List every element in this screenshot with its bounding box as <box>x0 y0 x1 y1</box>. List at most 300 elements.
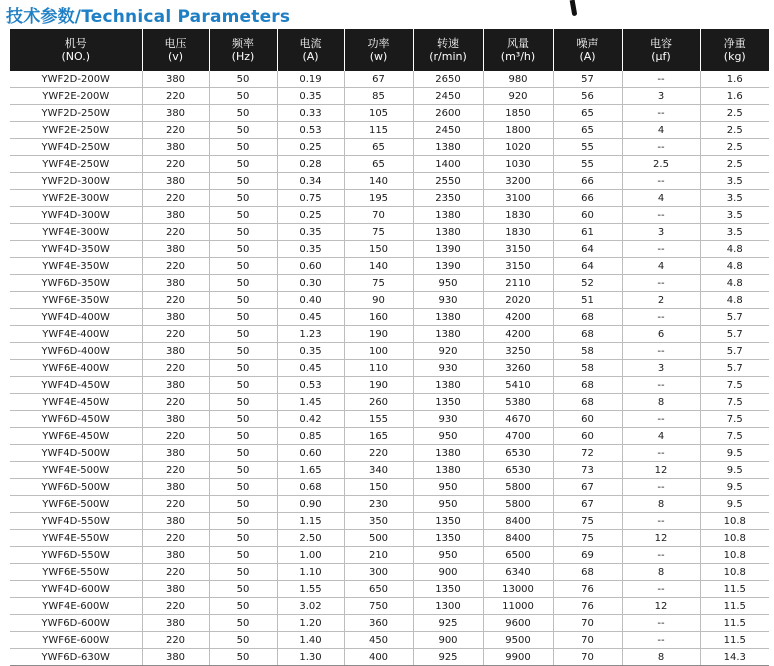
cell-frequency: 50 <box>209 258 277 275</box>
cell-airflow: 3150 <box>483 258 553 275</box>
cell-current: 0.53 <box>277 377 344 394</box>
cell-speed: 1380 <box>413 224 483 241</box>
cell-model: YWF6E-400W <box>10 360 142 377</box>
cell-weight: 11.5 <box>700 581 769 598</box>
table-row <box>10 411 769 428</box>
cell-frequency: 50 <box>209 649 277 666</box>
cell-speed: 1350 <box>413 513 483 530</box>
cell-frequency: 50 <box>209 139 277 156</box>
cell-noise: 64 <box>553 241 622 258</box>
cell-capacitor: -- <box>622 615 700 632</box>
cell-airflow: 6340 <box>483 564 553 581</box>
cell-speed: 1300 <box>413 598 483 615</box>
cell-noise: 68 <box>553 326 622 343</box>
cell-noise: 58 <box>553 343 622 360</box>
cell-noise: 76 <box>553 581 622 598</box>
cell-current: 0.25 <box>277 207 344 224</box>
cell-frequency: 50 <box>209 598 277 615</box>
cell-current: 0.60 <box>277 445 344 462</box>
cell-power: 90 <box>344 292 413 309</box>
cell-airflow: 8400 <box>483 513 553 530</box>
cell-weight: 10.8 <box>700 530 769 547</box>
table-row <box>10 326 769 343</box>
cell-noise: 64 <box>553 258 622 275</box>
cell-frequency: 50 <box>209 173 277 190</box>
cell-speed: 950 <box>413 428 483 445</box>
cell-frequency: 50 <box>209 479 277 496</box>
cell-speed: 1400 <box>413 156 483 173</box>
cell-airflow: 5800 <box>483 496 553 513</box>
cell-voltage: 220 <box>142 394 209 411</box>
column-header-label: 功率 <box>367 37 390 50</box>
cell-voltage: 380 <box>142 343 209 360</box>
cell-weight: 10.8 <box>700 547 769 564</box>
column-header-noise <box>553 29 622 71</box>
cell-voltage: 220 <box>142 292 209 309</box>
cell-model: YWF6E-350W <box>10 292 142 309</box>
cell-speed: 1380 <box>413 462 483 479</box>
cell-current: 0.45 <box>277 309 344 326</box>
cell-current: 1.15 <box>277 513 344 530</box>
cell-speed: 2550 <box>413 173 483 190</box>
cell-capacitor: -- <box>622 173 700 190</box>
column-header-label: 电容 <box>650 37 672 50</box>
cell-model: YWF4D-400W <box>10 309 142 326</box>
cell-model: YWF2E-250W <box>10 122 142 139</box>
cell-speed: 950 <box>413 547 483 564</box>
column-header-label: 净重 <box>723 37 746 50</box>
cell-airflow: 4200 <box>483 309 553 326</box>
cell-airflow: 3260 <box>483 360 553 377</box>
cell-noise: 67 <box>553 496 622 513</box>
cell-noise: 57 <box>553 71 622 88</box>
cell-capacitor: -- <box>622 139 700 156</box>
cell-model: YWF2E-300W <box>10 190 142 207</box>
cell-frequency: 50 <box>209 105 277 122</box>
cell-model: YWF4D-300W <box>10 207 142 224</box>
cell-capacitor: -- <box>622 547 700 564</box>
cell-voltage: 380 <box>142 649 209 666</box>
cell-voltage: 380 <box>142 513 209 530</box>
table-row <box>10 377 769 394</box>
cell-frequency: 50 <box>209 292 277 309</box>
cell-frequency: 50 <box>209 496 277 513</box>
cell-model: YWF2D-250W <box>10 105 142 122</box>
cell-model: YWF4E-350W <box>10 258 142 275</box>
column-header-frequency <box>209 29 277 71</box>
cell-current: 1.30 <box>277 649 344 666</box>
cell-capacitor: 12 <box>622 462 700 479</box>
cell-airflow: 6530 <box>483 445 553 462</box>
cell-current: 0.60 <box>277 258 344 275</box>
cell-speed: 1350 <box>413 581 483 598</box>
cell-noise: 68 <box>553 309 622 326</box>
cell-model: YWF4E-300W <box>10 224 142 241</box>
cell-current: 0.45 <box>277 360 344 377</box>
cell-speed: 930 <box>413 360 483 377</box>
cell-capacitor: 2.5 <box>622 156 700 173</box>
cell-noise: 68 <box>553 564 622 581</box>
cell-airflow: 1030 <box>483 156 553 173</box>
table-row <box>10 224 769 241</box>
cell-frequency: 50 <box>209 326 277 343</box>
cell-airflow: 1850 <box>483 105 553 122</box>
cell-model: YWF4D-600W <box>10 581 142 598</box>
cell-frequency: 50 <box>209 411 277 428</box>
cell-speed: 1350 <box>413 394 483 411</box>
cell-airflow: 5380 <box>483 394 553 411</box>
cell-model: YWF4D-550W <box>10 513 142 530</box>
cell-current: 2.50 <box>277 530 344 547</box>
cell-voltage: 220 <box>142 360 209 377</box>
table-row <box>10 479 769 496</box>
cell-current: 0.85 <box>277 428 344 445</box>
cell-airflow: 11000 <box>483 598 553 615</box>
cell-noise: 68 <box>553 394 622 411</box>
cell-capacitor: 8 <box>622 649 700 666</box>
cell-weight: 10.8 <box>700 564 769 581</box>
cell-power: 360 <box>344 615 413 632</box>
cell-power: 85 <box>344 88 413 105</box>
cell-power: 340 <box>344 462 413 479</box>
cell-speed: 950 <box>413 496 483 513</box>
table-row <box>10 292 769 309</box>
cell-model: YWF6E-500W <box>10 496 142 513</box>
cell-power: 500 <box>344 530 413 547</box>
cell-voltage: 380 <box>142 547 209 564</box>
cell-weight: 2.5 <box>700 122 769 139</box>
cell-model: YWF6D-600W <box>10 615 142 632</box>
column-header-label: 电流 <box>299 37 322 50</box>
cell-capacitor: -- <box>622 445 700 462</box>
column-header-unit: (w) <box>369 50 388 63</box>
cell-capacitor: 6 <box>622 326 700 343</box>
cell-voltage: 220 <box>142 462 209 479</box>
cell-frequency: 50 <box>209 343 277 360</box>
cell-frequency: 50 <box>209 360 277 377</box>
cell-voltage: 220 <box>142 530 209 547</box>
cell-current: 0.28 <box>277 156 344 173</box>
cell-frequency: 50 <box>209 377 277 394</box>
column-header-unit: (m³/h) <box>500 50 536 63</box>
cell-current: 1.65 <box>277 462 344 479</box>
cell-capacitor: 8 <box>622 394 700 411</box>
cell-frequency: 50 <box>209 530 277 547</box>
cell-frequency: 50 <box>209 547 277 564</box>
cell-airflow: 3200 <box>483 173 553 190</box>
cell-capacitor: 3 <box>622 88 700 105</box>
cell-frequency: 50 <box>209 122 277 139</box>
cell-weight: 9.5 <box>700 479 769 496</box>
cell-speed: 1380 <box>413 377 483 394</box>
cell-weight: 9.5 <box>700 445 769 462</box>
table-row <box>10 445 769 462</box>
cell-power: 650 <box>344 581 413 598</box>
cell-voltage: 220 <box>142 496 209 513</box>
cell-current: 3.02 <box>277 598 344 615</box>
cell-noise: 60 <box>553 411 622 428</box>
cell-noise: 58 <box>553 360 622 377</box>
cell-capacitor: -- <box>622 71 700 88</box>
cell-capacitor: -- <box>622 479 700 496</box>
cell-current: 0.68 <box>277 479 344 496</box>
cell-voltage: 380 <box>142 411 209 428</box>
cell-current: 1.20 <box>277 615 344 632</box>
cell-power: 140 <box>344 173 413 190</box>
cell-noise: 75 <box>553 530 622 547</box>
table-row <box>10 360 769 377</box>
cell-airflow: 1830 <box>483 224 553 241</box>
corner-mark <box>570 0 578 16</box>
cell-airflow: 1800 <box>483 122 553 139</box>
column-header-voltage <box>142 29 209 71</box>
cell-speed: 2600 <box>413 105 483 122</box>
cell-model: YWF6D-550W <box>10 547 142 564</box>
column-header-speed <box>413 29 483 71</box>
cell-capacitor: -- <box>622 309 700 326</box>
cell-weight: 1.6 <box>700 71 769 88</box>
cell-noise: 60 <box>553 207 622 224</box>
cell-weight: 7.5 <box>700 394 769 411</box>
cell-frequency: 50 <box>209 207 277 224</box>
cell-speed: 1380 <box>413 445 483 462</box>
cell-speed: 1380 <box>413 309 483 326</box>
cell-speed: 1350 <box>413 530 483 547</box>
cell-capacitor: 12 <box>622 598 700 615</box>
cell-noise: 65 <box>553 105 622 122</box>
column-header-unit: (μf) <box>651 50 671 63</box>
cell-airflow: 980 <box>483 71 553 88</box>
column-header-unit: (kg) <box>723 50 746 63</box>
cell-weight: 2.5 <box>700 139 769 156</box>
cell-model: YWF6E-450W <box>10 428 142 445</box>
cell-power: 110 <box>344 360 413 377</box>
cell-model: YWF2D-200W <box>10 71 142 88</box>
cell-frequency: 50 <box>209 581 277 598</box>
table-row <box>10 241 769 258</box>
cell-noise: 73 <box>553 462 622 479</box>
cell-current: 0.35 <box>277 224 344 241</box>
column-header-model <box>10 29 142 71</box>
cell-voltage: 380 <box>142 581 209 598</box>
cell-speed: 1390 <box>413 241 483 258</box>
cell-power: 155 <box>344 411 413 428</box>
cell-current: 1.23 <box>277 326 344 343</box>
cell-speed: 2450 <box>413 122 483 139</box>
cell-power: 220 <box>344 445 413 462</box>
table-row <box>10 564 769 581</box>
column-header-weight <box>700 29 769 71</box>
cell-power: 350 <box>344 513 413 530</box>
table-row <box>10 173 769 190</box>
cell-voltage: 220 <box>142 88 209 105</box>
cell-weight: 7.5 <box>700 411 769 428</box>
cell-frequency: 50 <box>209 394 277 411</box>
cell-voltage: 220 <box>142 632 209 649</box>
cell-voltage: 220 <box>142 224 209 241</box>
cell-speed: 1390 <box>413 258 483 275</box>
cell-model: YWF4D-350W <box>10 241 142 258</box>
cell-airflow: 1020 <box>483 139 553 156</box>
cell-weight: 3.5 <box>700 173 769 190</box>
cell-speed: 2350 <box>413 190 483 207</box>
cell-current: 0.33 <box>277 105 344 122</box>
cell-voltage: 380 <box>142 207 209 224</box>
cell-voltage: 380 <box>142 445 209 462</box>
cell-weight: 4.8 <box>700 241 769 258</box>
column-header-unit: (NO.) <box>61 50 91 63</box>
cell-weight: 5.7 <box>700 326 769 343</box>
cell-capacitor: -- <box>622 343 700 360</box>
cell-airflow: 9900 <box>483 649 553 666</box>
cell-power: 750 <box>344 598 413 615</box>
cell-capacitor: 8 <box>622 564 700 581</box>
cell-airflow: 3250 <box>483 343 553 360</box>
cell-airflow: 2020 <box>483 292 553 309</box>
cell-capacitor: 2 <box>622 292 700 309</box>
cell-noise: 61 <box>553 224 622 241</box>
column-header-unit: (A) <box>302 50 319 63</box>
cell-speed: 925 <box>413 649 483 666</box>
cell-power: 195 <box>344 190 413 207</box>
column-header-power <box>344 29 413 71</box>
cell-power: 260 <box>344 394 413 411</box>
cell-speed: 925 <box>413 615 483 632</box>
cell-frequency: 50 <box>209 428 277 445</box>
cell-capacitor: -- <box>622 241 700 258</box>
table-row <box>10 496 769 513</box>
table-row <box>10 190 769 207</box>
cell-airflow: 4700 <box>483 428 553 445</box>
cell-speed: 1380 <box>413 326 483 343</box>
cell-power: 140 <box>344 258 413 275</box>
cell-voltage: 220 <box>142 258 209 275</box>
cell-speed: 900 <box>413 632 483 649</box>
cell-noise: 76 <box>553 598 622 615</box>
cell-power: 300 <box>344 564 413 581</box>
cell-power: 65 <box>344 156 413 173</box>
cell-frequency: 50 <box>209 615 277 632</box>
cell-current: 1.45 <box>277 394 344 411</box>
cell-current: 0.42 <box>277 411 344 428</box>
cell-noise: 56 <box>553 88 622 105</box>
cell-model: YWF2D-300W <box>10 173 142 190</box>
table-row <box>10 258 769 275</box>
column-header-unit: (v) <box>167 50 184 63</box>
table-row <box>10 649 769 666</box>
column-header-label: 电压 <box>164 37 187 50</box>
cell-frequency: 50 <box>209 88 277 105</box>
cell-airflow: 2110 <box>483 275 553 292</box>
cell-model: YWF4E-600W <box>10 598 142 615</box>
cell-airflow: 920 <box>483 88 553 105</box>
cell-frequency: 50 <box>209 513 277 530</box>
cell-weight: 4.8 <box>700 292 769 309</box>
cell-weight: 3.5 <box>700 190 769 207</box>
cell-capacitor: 4 <box>622 190 700 207</box>
cell-weight: 3.5 <box>700 224 769 241</box>
cell-power: 190 <box>344 326 413 343</box>
cell-frequency: 50 <box>209 156 277 173</box>
cell-current: 0.34 <box>277 173 344 190</box>
cell-noise: 70 <box>553 615 622 632</box>
cell-weight: 7.5 <box>700 428 769 445</box>
table-row <box>10 275 769 292</box>
cell-voltage: 380 <box>142 479 209 496</box>
cell-voltage: 220 <box>142 564 209 581</box>
table-row <box>10 598 769 615</box>
cell-airflow: 9600 <box>483 615 553 632</box>
cell-voltage: 220 <box>142 122 209 139</box>
cell-model: YWF2E-200W <box>10 88 142 105</box>
cell-speed: 930 <box>413 292 483 309</box>
cell-weight: 2.5 <box>700 105 769 122</box>
cell-voltage: 380 <box>142 241 209 258</box>
cell-capacitor: -- <box>622 377 700 394</box>
table-row <box>10 71 769 88</box>
cell-frequency: 50 <box>209 309 277 326</box>
cell-airflow: 5410 <box>483 377 553 394</box>
cell-capacitor: 3 <box>622 360 700 377</box>
cell-current: 1.00 <box>277 547 344 564</box>
column-header-unit: (A) <box>579 50 596 63</box>
cell-airflow: 9500 <box>483 632 553 649</box>
cell-weight: 11.5 <box>700 615 769 632</box>
cell-noise: 75 <box>553 513 622 530</box>
cell-capacitor: 4 <box>622 258 700 275</box>
cell-airflow: 4200 <box>483 326 553 343</box>
table-row <box>10 581 769 598</box>
cell-frequency: 50 <box>209 632 277 649</box>
cell-capacitor: -- <box>622 513 700 530</box>
cell-model: YWF6E-600W <box>10 632 142 649</box>
cell-capacitor: -- <box>622 275 700 292</box>
cell-power: 115 <box>344 122 413 139</box>
cell-noise: 51 <box>553 292 622 309</box>
cell-power: 210 <box>344 547 413 564</box>
cell-frequency: 50 <box>209 224 277 241</box>
cell-frequency: 50 <box>209 462 277 479</box>
cell-weight: 14.3 <box>700 649 769 666</box>
cell-noise: 69 <box>553 547 622 564</box>
cell-noise: 66 <box>553 173 622 190</box>
cell-capacitor: 4 <box>622 428 700 445</box>
table-row <box>10 428 769 445</box>
cell-model: YWF4D-450W <box>10 377 142 394</box>
cell-voltage: 380 <box>142 309 209 326</box>
cell-power: 400 <box>344 649 413 666</box>
column-header-label: 机号 <box>64 37 87 50</box>
cell-model: YWF4D-250W <box>10 139 142 156</box>
cell-airflow: 3150 <box>483 241 553 258</box>
cell-power: 190 <box>344 377 413 394</box>
cell-current: 1.55 <box>277 581 344 598</box>
cell-airflow: 8400 <box>483 530 553 547</box>
cell-model: YWF4D-500W <box>10 445 142 462</box>
cell-capacitor: -- <box>622 581 700 598</box>
cell-voltage: 380 <box>142 173 209 190</box>
cell-model: YWF6E-550W <box>10 564 142 581</box>
cell-voltage: 220 <box>142 428 209 445</box>
table-row <box>10 207 769 224</box>
cell-noise: 55 <box>553 139 622 156</box>
cell-capacitor: 3 <box>622 224 700 241</box>
cell-noise: 67 <box>553 479 622 496</box>
cell-power: 230 <box>344 496 413 513</box>
cell-noise: 52 <box>553 275 622 292</box>
cell-power: 150 <box>344 479 413 496</box>
cell-speed: 1380 <box>413 207 483 224</box>
